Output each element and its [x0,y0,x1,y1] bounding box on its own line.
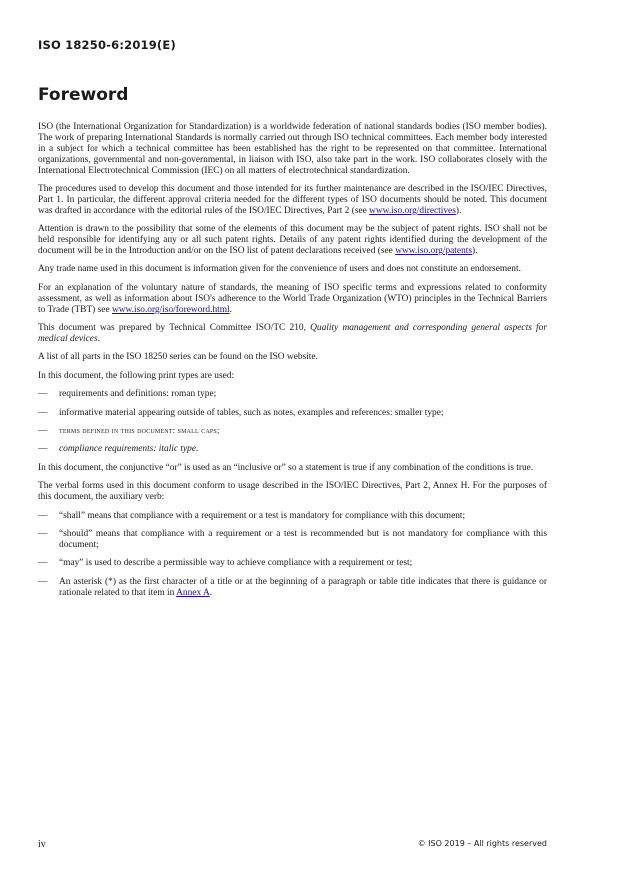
dash-marker: — [38,389,48,400]
page-title: Foreword [38,85,129,105]
paragraph-text: This document was prepared by Technical Committee ISO/TC 210, [38,323,311,334]
paragraph-end: ). [455,205,462,216]
annex-a-link[interactable]: Annex A [176,587,210,598]
paragraph-text: The procedures used to develop this document and those intended for its further maintenance are described in the ISO/IEC Directives, Part 1. In particular, the different approval criteria needed for the different types of ISO documents should be noted. This document was drafted in accordance with the editorial rules of the ISO/IEC Directives, Part 2 (see [38,184,547,216]
list-item-text: requirements and definitions: roman type; [59,389,217,400]
list-item-text: “may” is used to describe a permissible way to achieve compliance with a requirement or test; [59,558,413,569]
paragraph-verbal-forms: The verbal forms used in this document conform to usage described in the ISO/IEC Directives, Part 2, Annex H. For the purposes of this document, the auxiliary verb: [38,481,547,503]
paragraph-text: Attention is drawn to the possibility that some of the elements of this document may be the subject of patent rights. ISO shall not be held responsible for identifying any or all such patent rights. Details of any patent rights identified during the development of the document will be in the Introduction and/or on the ISO list of patent declarations received (see [38,224,547,257]
paragraph-series: A list of all parts in the ISO 18250 series can be found on the ISO website. [38,352,318,363]
dash-marker: — [38,558,48,569]
paragraph-end: . [97,334,100,344]
foreword-body [38,122,547,606]
dash-marker: — [38,444,48,455]
list-item-text [59,577,547,599]
paragraph-end: . [229,304,232,315]
dash-marker: — [38,426,48,437]
list-item [38,558,547,569]
paragraph-procedures [38,184,547,217]
list-item-text: compliance requirements: italic type. [59,444,199,455]
list-item-text: informative material appearing outside of tables, such as notes, examples and references: smaller type; [59,407,444,418]
paragraph-inclusive-or: In this document, the conjunctive “or” is used as an “inclusive or” so a statement is true if any combination of the conditions is true. [38,462,534,473]
paragraph-patents [38,224,547,257]
list-item [38,389,547,400]
paragraph-end: ). [472,246,478,257]
page-number: iv [38,839,46,850]
list-item [38,408,547,419]
dash-marker: — [38,510,48,521]
list-item [38,577,547,599]
paragraph-text: For an explanation of the voluntary nature of standards, the meaning of ISO specific terms and expressions related to conformity assessment, as well as information about ISO's adherence to the World Trade Organization (WTO) principles in the Technical Barriers to Trade (TBT) see [38,282,547,315]
list-item [38,444,547,455]
list-item [38,426,547,437]
list-item-text: “shall” means that compliance with a requirement or a test is mandatory for compliance with this document; [59,510,466,521]
patents-link[interactable]: www.iso.org/patents [395,246,473,257]
asterisk-text: An asterisk (*) as the first character of a title or at the beginning of a paragraph or table title indicates that there is guidance or rationale related to that item in [59,576,547,598]
document-page [38,0,547,876]
paragraph-voluntary [38,283,547,316]
list-item [38,529,547,551]
document-id: ISO 18250-6:2019(E) [38,38,176,52]
list-item [38,511,547,522]
foreword-link[interactable]: www.iso.org/iso/foreword.html [111,304,230,315]
page-footer [38,839,547,850]
paragraph-iso-intro: ISO (the International Organization for Standardization) is a worldwide federation of national standards bodies (ISO member bodies). The work of preparing International Standards is normally carried out through ISO technical committees. Each member body interested in a subject for which a technical committee has been established has the right to be represented on that committee. International organizations, governmental and non-governmental, in liaison with ISO, also take part in the work. ISO collaborates closely with the International Electrotechnical Commission (IEC) on all matters of electrotechnical standardization. [38,122,547,176]
paragraph-committee [38,323,547,345]
committee-title: Quality management and corresponding general aspects for medical devices [38,323,547,344]
asterisk-end: . [209,587,213,598]
paragraph-print-types: In this document, the following print types are used: [38,370,235,381]
list-item-text: “should” means that compliance with a requirement or a test is recommended but is not mandatory for compliance with this document; [59,528,547,550]
dash-marker: — [38,528,48,539]
paragraph-trade-name: Any trade name used in this document is information given for the convenience of users and does not constitute an endorsement. [38,264,521,275]
copyright-notice: © ISO 2019 – All rights reserved [417,839,547,848]
list-item-text: terms defined in this document: small caps; [59,426,220,436]
directives-link[interactable]: www.iso.org/directives [369,205,456,216]
dash-marker: — [38,407,48,418]
dash-marker: — [38,576,48,587]
